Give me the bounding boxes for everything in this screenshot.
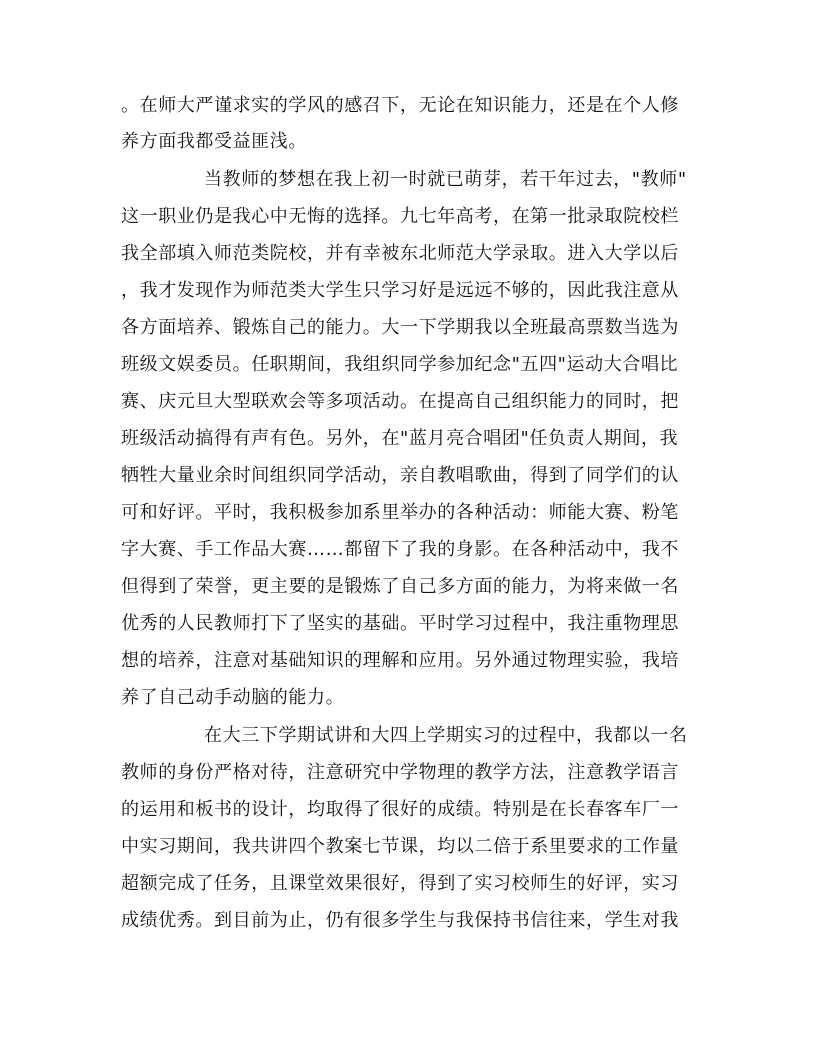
text-line: 成绩优秀。到目前为止，仍有很多学生与我保持书信往来，学生对我	[121, 910, 679, 931]
text-line: 在大三下学期试讲和大四上学期实习的过程中，我都以一名	[204, 725, 688, 746]
text-line: 的运用和板书的设计，均取得了很好的成绩。特别是在长春客车厂一	[121, 799, 679, 820]
text-line: 中实习期间，我共讲四个教案七节课，均以二倍于系里要求的工作量	[121, 836, 679, 857]
text-line: 班级活动搞得有声有色。另外，在"蓝月亮合唱团"任负责人期间，我	[121, 428, 679, 449]
text-line: 当教师的梦想在我上初一时就已萌芽，若干年过去，"教师"	[204, 169, 687, 190]
text-line: 。在师大严谨求实的学风的感召下，无论在知识能力，还是在个人修	[121, 95, 679, 116]
text-line: 这一职业仍是我心中无悔的选择。九七年高考，在第一批录取院校栏	[121, 206, 679, 227]
text-line: 养了自己动手动脑的能力。	[121, 687, 345, 708]
text-line: 但得到了荣誉，更主要的是锻炼了自己多方面的能力，为将来做一名	[121, 576, 679, 597]
text-line: 想的培养，注意对基础知识的理解和应用。另外通过物理实验，我培	[121, 650, 679, 671]
text-line: 教师的身份严格对待，注意研究中学物理的教学方法，注意教学语言	[121, 762, 679, 783]
text-line: 字大赛、手工作品大赛……都留下了我的身影。在各种活动中，我不	[121, 539, 679, 560]
text-line: 我全部填入师范类院校，并有幸被东北师范大学录取。进入大学以后	[121, 243, 679, 264]
text-line: 各方面培养、锻炼自己的能力。大一下学期我以全班最高票数当选为	[121, 317, 679, 338]
text-line: 班级文娱委员。任职期间，我组织同学参加纪念"五四"运动大合唱比	[121, 354, 679, 375]
text-line: ，我才发现作为师范类大学生只学习好是远远不够的，因此我注意从	[121, 280, 679, 301]
text-line: 优秀的人民教师打下了坚实的基础。平时学习过程中，我注重物理思	[121, 613, 679, 634]
text-line: 养方面我都受益匪浅。	[121, 131, 307, 152]
text-line: 牺牲大量业余时间组织同学活动，亲自教唱歌曲，得到了同学们的认	[121, 465, 679, 486]
text-line: 超额完成了任务，且课堂效果很好，得到了实习校师生的好评，实习	[121, 873, 679, 894]
text-line: 可和好评。平时，我积极参加系里举办的各种活动：师能大赛、粉笔	[121, 502, 679, 523]
text-line: 赛、庆元旦大型联欢会等多项活动。在提高自己组织能力的同时，把	[121, 391, 679, 412]
